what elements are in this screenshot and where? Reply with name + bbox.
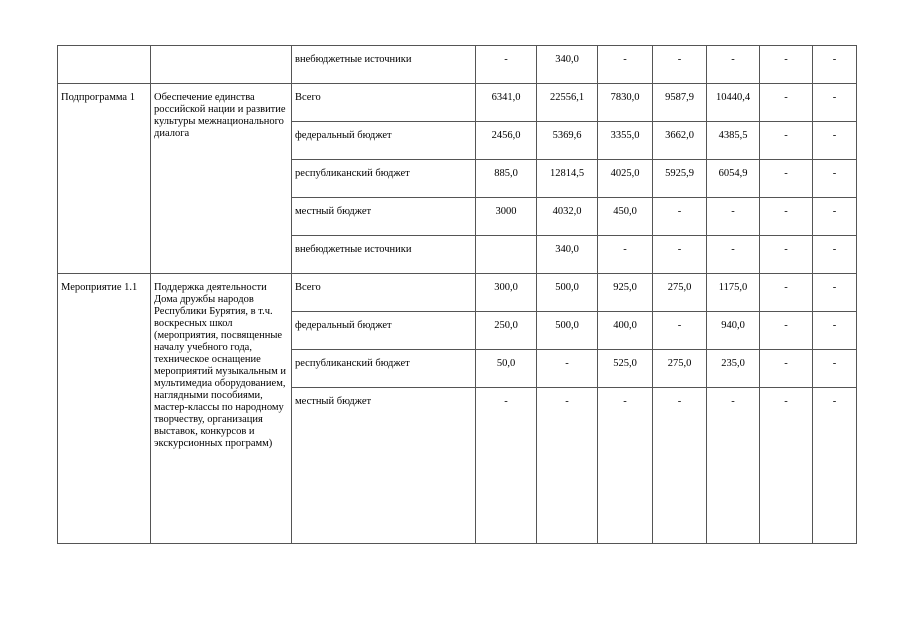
value-cell: - xyxy=(760,350,813,388)
value-cell: 525,0 xyxy=(598,350,653,388)
value-cell: - xyxy=(760,160,813,198)
value-cell: - xyxy=(813,198,857,236)
source-cell: местный бюджет xyxy=(292,388,476,544)
value-cell: 6054,9 xyxy=(707,160,760,198)
source-cell: Всего xyxy=(292,274,476,312)
value-cell: - xyxy=(653,312,707,350)
value-cell: - xyxy=(813,160,857,198)
value-cell: 235,0 xyxy=(707,350,760,388)
value-cell: - xyxy=(653,236,707,274)
value-cell: 4385,5 xyxy=(707,122,760,160)
type-cell: Подпрограмма 1 xyxy=(58,84,151,274)
value-cell: - xyxy=(813,122,857,160)
value-cell: - xyxy=(760,236,813,274)
value-cell: 9587,9 xyxy=(653,84,707,122)
value-cell: 5925,9 xyxy=(653,160,707,198)
value-cell: 400,0 xyxy=(598,312,653,350)
value-cell: 12814,5 xyxy=(537,160,598,198)
value-cell: - xyxy=(813,84,857,122)
value-cell: 340,0 xyxy=(537,236,598,274)
value-cell: 340,0 xyxy=(537,46,598,84)
value-cell: - xyxy=(598,236,653,274)
source-cell: федеральный бюджет xyxy=(292,122,476,160)
value-cell: - xyxy=(760,198,813,236)
value-cell: - xyxy=(813,312,857,350)
value-cell: 925,0 xyxy=(598,274,653,312)
value-cell: - xyxy=(813,46,857,84)
value-cell: 10440,4 xyxy=(707,84,760,122)
value-cell: 2456,0 xyxy=(476,122,537,160)
name-cell xyxy=(151,46,292,84)
value-cell: - xyxy=(707,198,760,236)
value-cell: - xyxy=(653,198,707,236)
source-cell: республиканский бюджет xyxy=(292,350,476,388)
value-cell: 275,0 xyxy=(653,350,707,388)
value-cell: 3662,0 xyxy=(653,122,707,160)
value-cell: - xyxy=(760,122,813,160)
value-cell: - xyxy=(760,274,813,312)
value-cell: - xyxy=(707,46,760,84)
value-cell: - xyxy=(813,274,857,312)
value-cell: 50,0 xyxy=(476,350,537,388)
table-row xyxy=(58,274,857,312)
table-row xyxy=(58,84,857,122)
value-cell: 3355,0 xyxy=(598,122,653,160)
value-cell: - xyxy=(476,388,537,544)
value-cell: - xyxy=(653,388,707,544)
value-cell: - xyxy=(760,46,813,84)
value-cell: 1175,0 xyxy=(707,274,760,312)
value-cell: 5369,6 xyxy=(537,122,598,160)
value-cell: - xyxy=(707,388,760,544)
value-cell: - xyxy=(813,388,857,544)
value-cell: 4032,0 xyxy=(537,198,598,236)
value-cell: 885,0 xyxy=(476,160,537,198)
value-cell: 500,0 xyxy=(537,274,598,312)
value-cell: 6341,0 xyxy=(476,84,537,122)
value-cell: - xyxy=(598,388,653,544)
value-cell: 275,0 xyxy=(653,274,707,312)
value-cell: 250,0 xyxy=(476,312,537,350)
value-cell: 22556,1 xyxy=(537,84,598,122)
value-cell: 7830,0 xyxy=(598,84,653,122)
value-cell: 940,0 xyxy=(707,312,760,350)
value-cell: 450,0 xyxy=(598,198,653,236)
budget-table xyxy=(57,45,857,544)
value-cell: - xyxy=(598,46,653,84)
value-cell: - xyxy=(537,388,598,544)
name-cell: Поддержка деятельности Дома дружбы народов Республики Бурятия, в т.ч. воскресных школ (мероприятия, посвященные началу учебного года, техническое оснащение мероприятий музыкальным и мультимедиа оборудованием, наглядными пособиями, мастер-классы по народному творчеству, организация выставок, конкурсов и экскурсионных программ) xyxy=(151,274,292,544)
value-cell: - xyxy=(476,46,537,84)
value-cell: 4025,0 xyxy=(598,160,653,198)
value-cell xyxy=(476,236,537,274)
source-cell: федеральный бюджет xyxy=(292,312,476,350)
source-cell: местный бюджет xyxy=(292,198,476,236)
value-cell: - xyxy=(813,236,857,274)
value-cell: 300,0 xyxy=(476,274,537,312)
source-cell: внебюджетные источники xyxy=(292,46,476,84)
value-cell: - xyxy=(760,84,813,122)
source-cell: внебюджетные источники xyxy=(292,236,476,274)
table-row xyxy=(58,46,857,84)
value-cell: - xyxy=(813,350,857,388)
value-cell: - xyxy=(707,236,760,274)
source-cell: Всего xyxy=(292,84,476,122)
value-cell: - xyxy=(760,388,813,544)
value-cell: 500,0 xyxy=(537,312,598,350)
value-cell: - xyxy=(537,350,598,388)
type-cell: Мероприятие 1.1 xyxy=(58,274,151,544)
value-cell: - xyxy=(653,46,707,84)
value-cell: - xyxy=(760,312,813,350)
value-cell: 3000 xyxy=(476,198,537,236)
source-cell: республиканский бюджет xyxy=(292,160,476,198)
type-cell xyxy=(58,46,151,84)
name-cell: Обеспечение единства российской нации и развитие культуры межнационального диалога xyxy=(151,84,292,274)
